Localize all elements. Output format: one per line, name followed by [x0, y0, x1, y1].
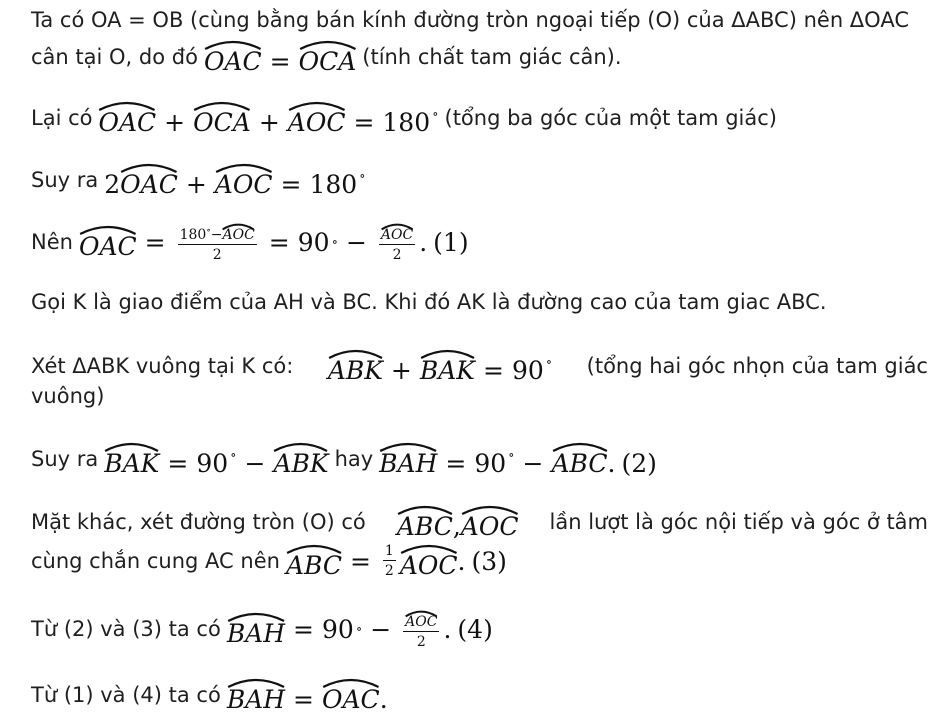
formula-oac-eq-oca: OAC = OCA [204, 38, 356, 76]
line-9 [31, 440, 657, 478]
text: hay [334, 447, 374, 471]
formula-bak: BAK = 90 ∘ − ABK [104, 440, 328, 478]
text: Mặt khác, xét đường tròn (O) có [31, 510, 366, 534]
formula-bah-value: BAH = 90 ∘ − $\frac{\text{AOC}}{2}$ . (4) [227, 609, 493, 649]
angle-oca: OCA [299, 38, 357, 76]
text: cùng chắn cung AC nên [31, 549, 280, 573]
formula-2oac: 2 OAC + AOC = 180 ∘ [104, 161, 365, 199]
fraction: $\frac{1}{2}$ [384, 543, 394, 579]
text: Từ (2) và (3) ta có [31, 617, 221, 641]
formula-abc-aoc: ABC, AOC [397, 503, 519, 541]
text: (tổng ba góc của một tam giác) [444, 106, 777, 130]
text: Lại có [31, 106, 93, 130]
text: Xét ΔABK vuông tại K có: [31, 354, 294, 378]
text: Ta có OA = OB (cùng bằng bán kính đường tròn ngoại tiếp (O) của ΔABC) nên ΔOAC [31, 8, 909, 32]
line-3 [31, 99, 777, 137]
text: (tính chất tam giác cân). [362, 45, 622, 69]
line-2 [31, 38, 622, 76]
line-6 [31, 290, 827, 314]
formula-angle-sum: OAC + OCA + AOC = 180 ∘ [98, 99, 438, 137]
line-10 [31, 503, 928, 541]
text: cân tại O, do đó [31, 45, 198, 69]
angle-oac: OAC [204, 38, 262, 76]
line-4 [31, 161, 366, 199]
formula-bah: BAH = 90 ∘ − ABC. (2) [379, 440, 657, 478]
line-13 [31, 676, 388, 714]
formula-bah-eq-oac: BAH = OAC. [227, 676, 388, 714]
text: lần lượt là góc nội tiếp và góc ở tâm [549, 510, 928, 534]
text: Suy ra [31, 447, 99, 471]
line-12 [31, 609, 493, 649]
text: Nên [31, 230, 73, 254]
line-1 [31, 8, 928, 32]
fraction: 180∘− AOC 2 [179, 226, 255, 263]
line-8 [31, 384, 104, 408]
text: Từ (1) và (4) ta có [31, 683, 221, 707]
formula-oac-value: OAC = 180∘− AOC 2 = 90 ∘ − $\frac{\text{AOC}}{2}$ . (1) [79, 222, 469, 262]
text: Suy ra [31, 168, 99, 192]
line-5 [31, 222, 469, 262]
fraction: $\frac{\text{AOC}}{2}$ [379, 222, 415, 262]
line-7 [31, 347, 928, 385]
text: Gọi K là giao điểm của AH và BC. Khi đó AK là đường cao của tam giac ABC. [31, 290, 827, 314]
text: (tổng hai góc nhọn của tam giác [586, 354, 928, 378]
line-11 [31, 542, 507, 580]
formula-abk-bak: ABK + BAK = 90 ∘ [328, 347, 552, 385]
formula-abc-half-aoc: ABC = $\frac{1}{2}$ AOC . (3) [285, 543, 507, 580]
fraction: $\frac{\text{AOC}}{2}$ [403, 609, 439, 649]
text: vuông) [31, 384, 105, 408]
